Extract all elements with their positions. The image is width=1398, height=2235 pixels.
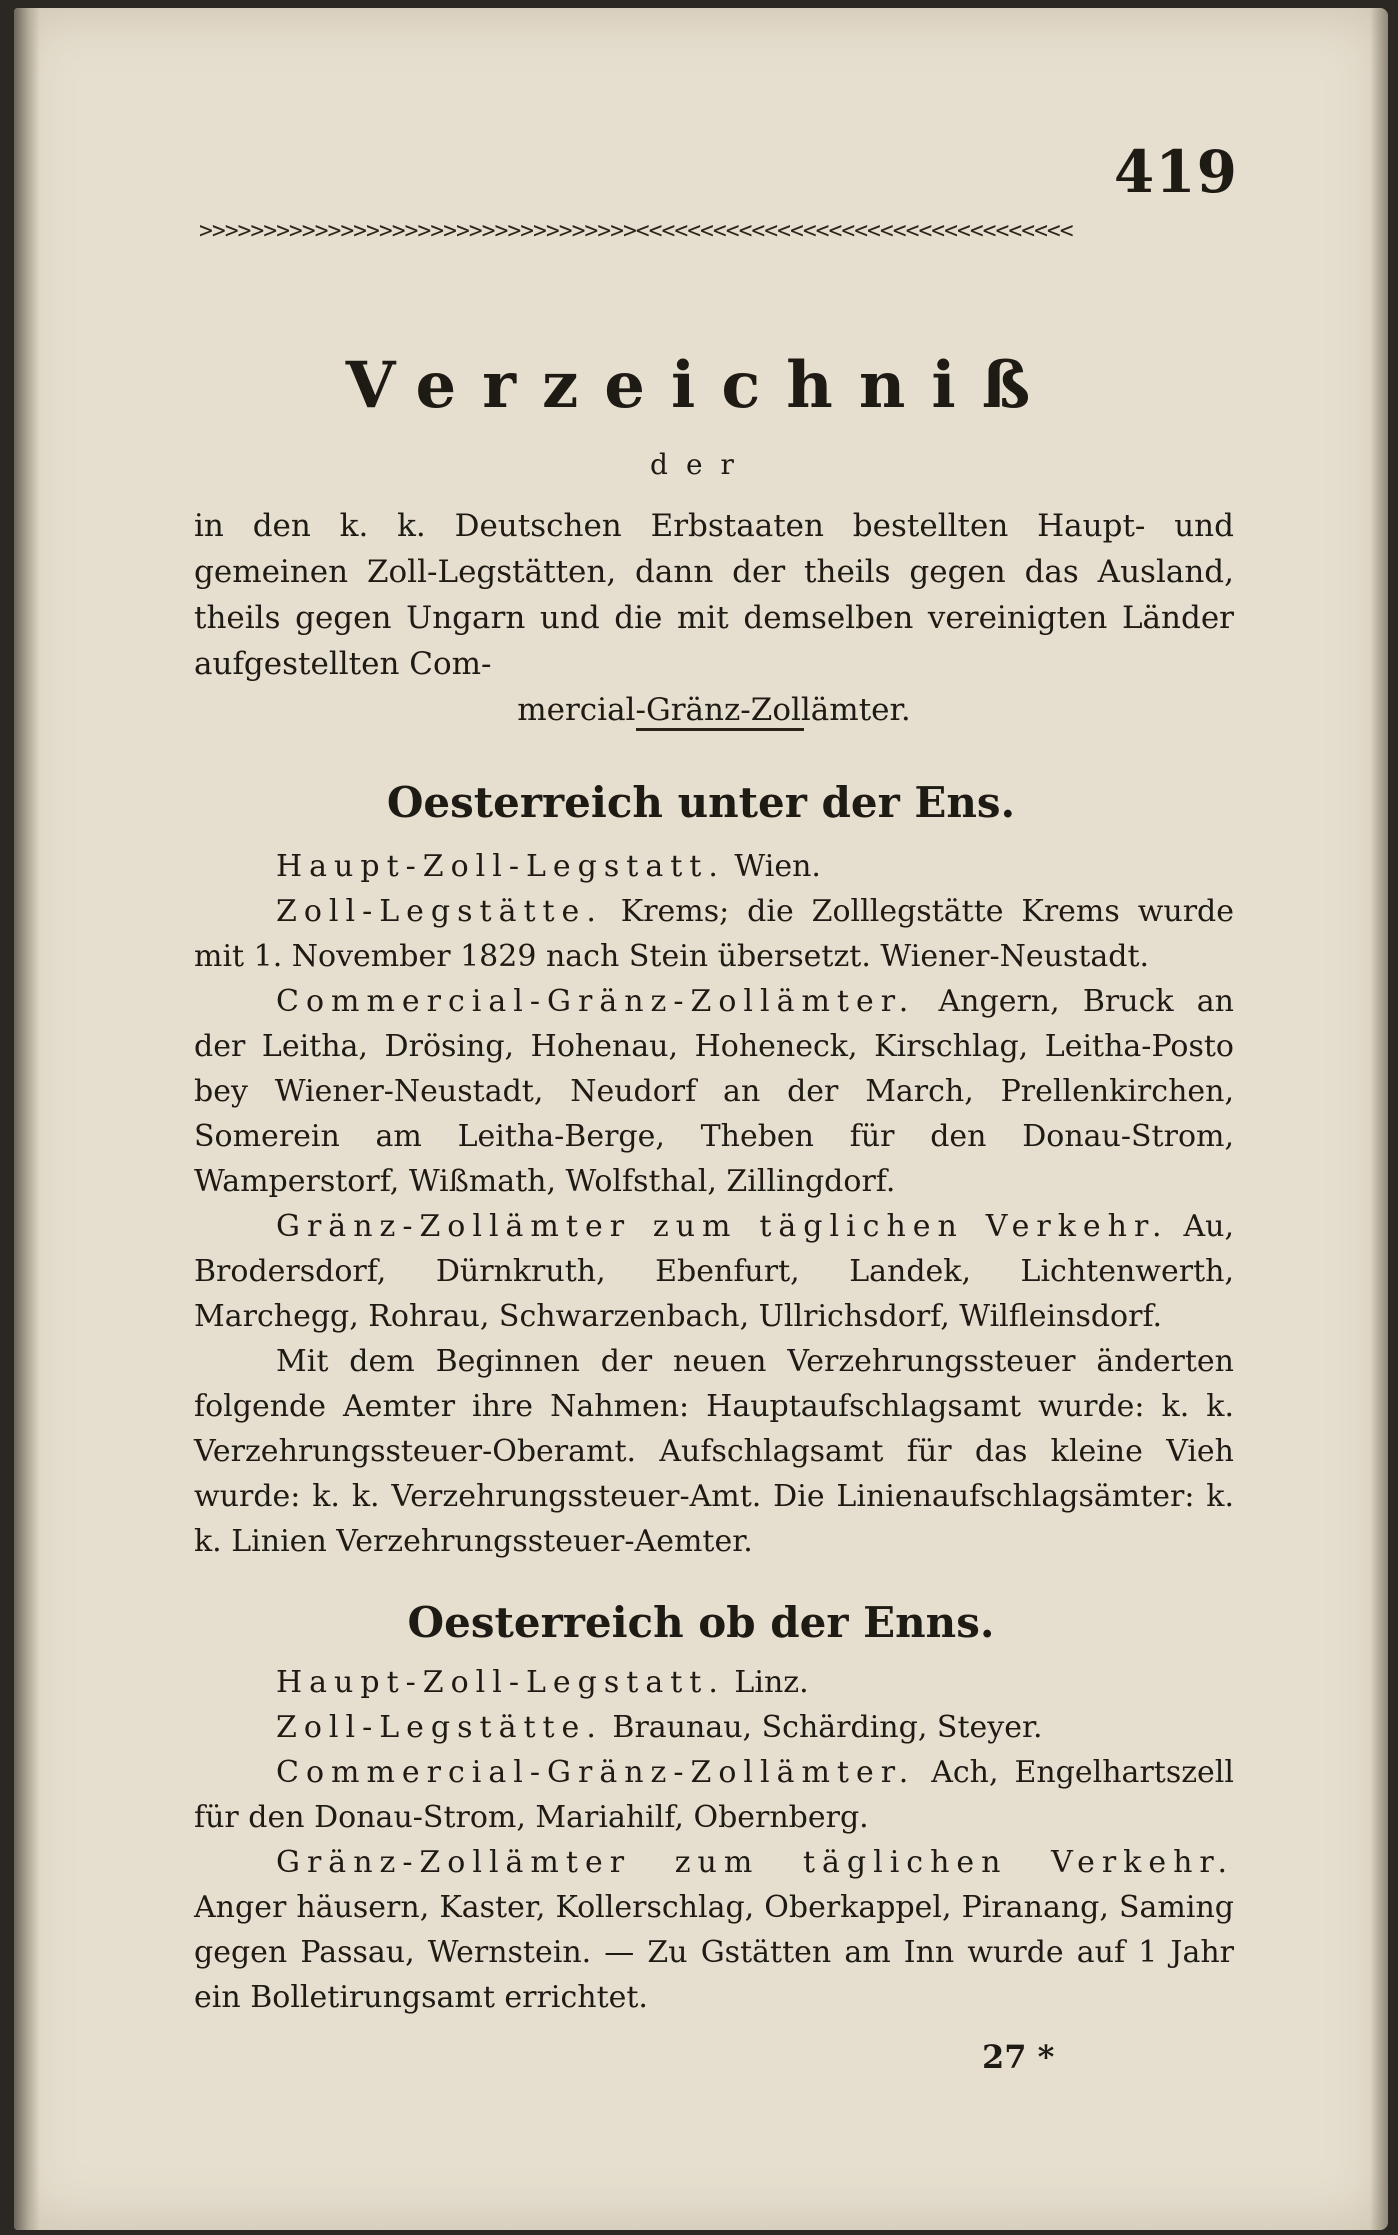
entry-text: Anger häusern, Kaster, Kollerschlag, Oberkappel, Piranang, Saming gegen Passau, Wernstein. — Zu Gstätten am Inn wurde auf 1 Jahr ein Bolletirungsamt errichtet.	[194, 1890, 1234, 2015]
entry-zoll-legstaette	[194, 889, 1234, 979]
section-divider	[636, 728, 804, 731]
entry-text: Wien.	[734, 849, 821, 884]
intro-paragraph	[194, 503, 1234, 733]
entry-label: Haupt-Zoll-Legstatt.	[276, 1665, 725, 1700]
entry-text: Linz.	[734, 1665, 809, 1700]
page-number: 419	[1113, 138, 1238, 206]
signature-mark: 27 *	[982, 2038, 1055, 2076]
entry-commercial-zollaemter	[194, 1750, 1234, 1840]
entry-graenz-zollaemter	[194, 1840, 1234, 2020]
entry-text: Au, Brodersdorf, Dürnkruth, Ebenfurt, Landek, Lichtenwerth, Marchegg, Rohrau, Schwarzenbach, Ullrichsdorf, Wilfleinsdorf.	[194, 1209, 1234, 1334]
section-body-ob-der-enns	[194, 1660, 1234, 2020]
entry-label: Commercial-Gränz-Zollämter.	[276, 984, 916, 1019]
entry-note-verzehrungssteuer	[194, 1339, 1234, 1564]
entry-label: Haupt-Zoll-Legstatt.	[276, 849, 725, 884]
entry-text: Ach, Engelhartszell für den Donau-Strom, Mariahilf, Obernberg.	[194, 1755, 1234, 1835]
book-binding	[14, 8, 40, 2230]
entry-graenz-zollaemter	[194, 1204, 1234, 1339]
entry-text: Krems; die Zolllegstätte Krems wurde mit 1. November 1829 nach Stein übersetzt. Wiener-Neustadt.	[194, 894, 1235, 974]
header-ornament: >>>>>>>>>>>>>>>>>>>>>>>>>>>>>>>>>><<<<<<<<<<<<<<<<<<<<<<<<<<<<<<<<<<	[199, 218, 1073, 244]
entry-label: Gränz-Zollämter zum täglichen Verkehr.	[276, 1209, 1169, 1244]
entry-commercial-zollaemter	[194, 979, 1234, 1204]
entry-label: Gränz-Zollämter zum täglichen Verkehr.	[276, 1845, 1234, 1880]
entry-text: Mit dem Beginnen der neuen Verzehrungssteuer änderten folgende Aemter ihre Nahmen: Hauptaufschlagsamt wurde: k. k. Verzehrungssteuer-Oberamt. Aufschlagsamt für das kleine Vieh wurde: k. k. Verzehrungssteuer-Amt. Die Linienaufschlagsämter: k. k. Linien Verzehrungssteuer-Aemter.	[194, 1344, 1234, 1559]
entry-haupt-zoll-legstatt	[194, 844, 1234, 889]
entry-zoll-legstaette	[194, 1705, 1234, 1750]
section-title-unter-der-ens: Oesterreich unter der Ens.	[386, 778, 1016, 827]
entry-label: Zoll-Legstätte.	[276, 1710, 603, 1745]
entry-label: Zoll-Legstätte.	[276, 894, 603, 929]
entry-label: Commercial-Gränz-Zollämter.	[276, 1755, 916, 1790]
page-edge	[1370, 8, 1388, 2230]
page-title: Verzeichniß	[345, 348, 1057, 423]
intro-text-last-line: mercial-Gränz-Zollämter.	[517, 692, 911, 728]
book-page	[14, 8, 1388, 2230]
entry-text: Angern, Bruck an der Leitha, Drösing, Hohenau, Hoheneck, Kirschlag, Leitha-Posto bey Wiener-Neustadt, Neudorf an der March, Prellenkirchen, Somerein am Leitha-Berge, Theben für den Donau-Strom, Wamperstorf, Wißmath, Wolfsthal, Zillingdorf.	[194, 984, 1234, 1199]
page-subtitle: der	[650, 448, 752, 481]
section-title-ob-der-enns: Oesterreich ob der Enns.	[407, 1598, 995, 1647]
section-body-unter-der-ens	[194, 844, 1234, 1564]
intro-text: in den k. k. Deutschen Erbstaaten bestellten Haupt- und gemeinen Zoll-Legstätten, dann der theils gegen das Ausland, theils gegen Ungarn und die mit demselben vereinigten Länder aufgestellten Com-	[194, 508, 1234, 682]
entry-text: Braunau, Schärding, Steyer.	[612, 1710, 1043, 1745]
entry-haupt-zoll-legstatt	[194, 1660, 1234, 1705]
